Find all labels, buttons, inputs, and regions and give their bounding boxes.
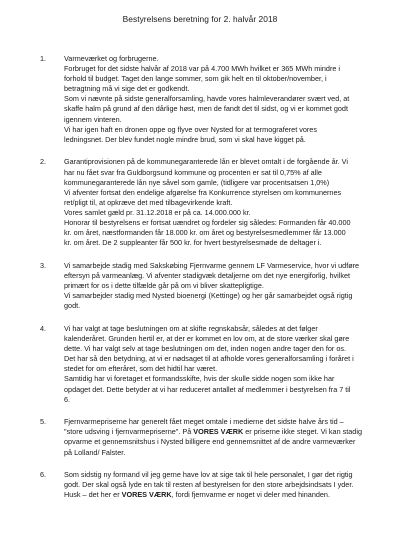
item-text-line: Som vi nævnte på sidste generalforsamling, havde vores halmleverandører svært ved, at bbox=[64, 94, 350, 104]
item-text-line: primært for os i dette tilfælde går på om vi bliver skattepligtige. bbox=[64, 281, 264, 291]
report-item bbox=[40, 324, 380, 405]
item-text-line: Vores samlet gæld pr. 31.12.2018 er på ca. 14.000.000 kr. bbox=[64, 207, 251, 217]
item-text-line: stedet for om efteråret, som det hidtil har været. bbox=[64, 364, 218, 374]
item-text-line: kr. om året. De 2 suppleanter får 500 kr. for hvert bestyrelsesmøde de deltager i. bbox=[64, 238, 322, 248]
item-text-line: Forbruget for det sidste halvår af 2018 var på 4.700 MWh hvilket er 365 MWh mindre i bbox=[64, 64, 341, 74]
document-title: Bestyrelsens beretning for 2. halvår 2018 bbox=[122, 14, 278, 24]
item-text-line: betragtning må vi sige det er godkendt. bbox=[64, 84, 190, 94]
item-text-line: Husk – det her er VORES VÆRK, fordi fjernvarme er noget vi deler med hinanden. bbox=[64, 490, 330, 500]
item-text-line: på Lolland/ Falster. bbox=[64, 447, 126, 457]
item-text-line: igennem vinteren. bbox=[64, 114, 122, 124]
item-text-line: opdaget det. Dette betyder at vi har reduceret antallet af medlemmer i bestyrelsen fra 7 til bbox=[64, 384, 351, 394]
item-text-line: Som sidstig ny formand vil jeg gerne have lov at sige tak til hele personalet, I gør det rigtig bbox=[64, 470, 353, 480]
item-text-line: forhold til budget. Taget den lange sommer, som gik helt en til oktober/november, i bbox=[64, 74, 327, 84]
item-text-line: ret/pligt til, at opkræve det med tilbagevirkende kraft. bbox=[64, 197, 233, 207]
item-text-line: godt. bbox=[64, 301, 81, 311]
item-text-line: opvarme et gennemsnitshus i Nysted billigere end gennemsnittet af de andre varmeværker bbox=[64, 437, 356, 447]
item-text-line: skaffe halm på grund af den dårlige høst, men de fandt det til sidst, og vi er kommet godt bbox=[64, 104, 348, 114]
item-text-line: Vi har valgt at tage beslutningen om at skifte regnskabsår, således at det følger bbox=[64, 323, 318, 333]
item-text-line: Samtidig har vi foretaget et formandsskifte, hvis der skulle sidde nogen som ikke har bbox=[64, 374, 335, 384]
item-text-line: Vi samarbejde stadig med Sakskøbing Fjernvarme gennem LF Varmeservice, hvor vi udføre bbox=[64, 260, 360, 270]
item-text-line: Varmeværket og forbrugerne. bbox=[64, 54, 159, 63]
item-text-line: Vi samarbejder stadig med Nysted bioenergi (Kettinge) og her går samarbejdet også rigtig bbox=[64, 291, 353, 301]
item-number: 2. bbox=[40, 157, 47, 167]
report-item bbox=[40, 54, 380, 145]
report-item bbox=[40, 470, 380, 500]
item-text-line: kommunegaranterede lån nye såvel som gamle, (tidligere var procentsatsen 1,0%) bbox=[64, 177, 330, 187]
item-text-line: Vi afventer fortsat den endelige afgørelse fra Konkurrence styrelsen om kommunernes bbox=[64, 187, 342, 197]
item-text-line: godt. Der skal også lyde en tak til resten af bestyrelsen for den store arbejdsindsats I yder. bbox=[64, 480, 354, 490]
item-text-line: ledningsnet. Der blev fundet nogle mindre brud, som vi skal have kigget på. bbox=[64, 134, 306, 144]
item-text-line: Honorar til bestyrelsens er fortsat uændret og fordeler sig således: Formanden får 40.000 bbox=[64, 218, 351, 227]
item-text-line: kalenderåret. Grunden hertil er, at der er kommet en lov om, at de store værker skal gøre bbox=[64, 334, 350, 344]
item-text-line: "store udsving i fjernvarmepriserne". På VORES VÆRK er priserne ikke steget. Vi kan stadig bbox=[64, 427, 362, 437]
report-item bbox=[40, 261, 380, 311]
item-number: 4. bbox=[40, 323, 47, 333]
item-number: 1. bbox=[40, 54, 47, 63]
item-text-line: Garantiprovisionen på de kommunegaranterede lån er blevet omtalt i de forgående år. Vi bbox=[64, 157, 348, 167]
item-text-line: kr. om året, næstformanden får 18.000 kr. om året og bestyrelsesmedlemmer får 13.000 bbox=[64, 228, 346, 238]
item-text-line: 6. bbox=[64, 394, 71, 404]
item-text-line: Vi har igen haft en dronen oppe og flyve over Nysted for at termograferet vores bbox=[64, 124, 317, 134]
item-number: 3. bbox=[40, 260, 47, 270]
report-item bbox=[40, 417, 380, 457]
report-item bbox=[40, 157, 380, 248]
item-number: 6. bbox=[40, 470, 47, 480]
report-item-list bbox=[40, 54, 380, 513]
item-text-line: Fjernvarmepriserne har generelt fået meget omtale i medierne det sidste halve års tid – bbox=[64, 417, 344, 427]
item-text-line: eftersyn på varmeanlæg. Vi afventer stadigvæk detaljerne om det nye energiforlig, hvilket bbox=[64, 270, 350, 280]
item-text-line: har nu fået svar fra Guldborgsund kommune og procenten er sat til 0,75% af alle bbox=[64, 167, 322, 177]
item-text-line: dette. Vi har valgt selv at tage beslutningen om det, inden nogen andre tager den for os. bbox=[64, 344, 347, 354]
item-text-line: Det har så den betydning, at vi er nødsaget til at afholde vores generalforsamling i foråret i bbox=[64, 354, 354, 364]
item-number: 5. bbox=[40, 417, 47, 427]
